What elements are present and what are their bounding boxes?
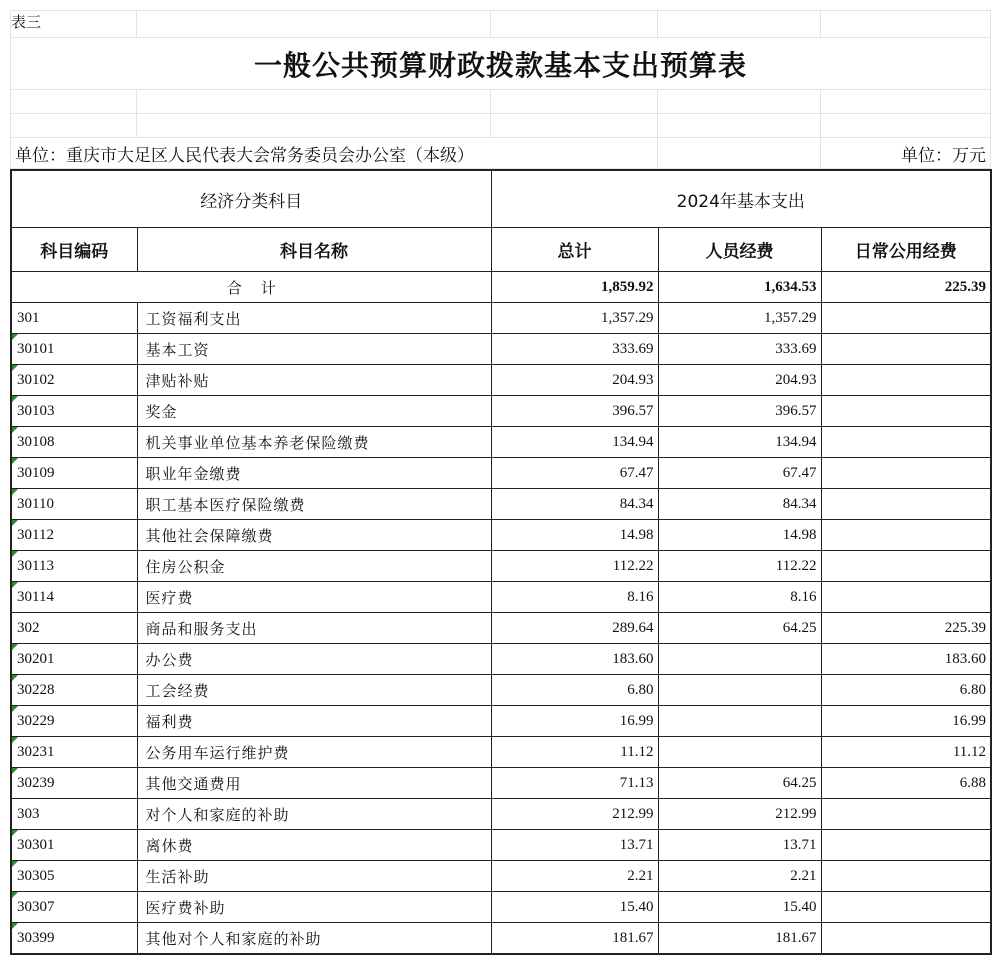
unit-organization: 单位：重庆市大足区人民代表大会常务委员会办公室（本级）	[11, 138, 658, 169]
row-public	[821, 582, 991, 613]
row-public	[821, 365, 991, 396]
header-code: 科目编码	[11, 228, 137, 272]
row-personnel: 396.57	[658, 396, 821, 427]
total-sum: 1,859.92	[491, 272, 658, 303]
table-row	[11, 365, 991, 396]
row-name: 基本工资	[137, 334, 491, 365]
row-total: 16.99	[491, 706, 658, 737]
header-econ-class: 经济分类科目	[11, 170, 491, 228]
row-public	[821, 520, 991, 551]
row-personnel	[658, 675, 821, 706]
row-code: 30229	[11, 706, 137, 737]
row-public	[821, 427, 991, 458]
table-row	[11, 582, 991, 613]
row-total: 67.47	[491, 458, 658, 489]
row-personnel: 14.98	[658, 520, 821, 551]
row-name: 福利费	[137, 706, 491, 737]
row-public	[821, 458, 991, 489]
row-name: 办公费	[137, 644, 491, 675]
table-row	[11, 520, 991, 551]
row-code: 30112	[11, 520, 137, 551]
header-total: 总计	[491, 228, 658, 272]
row-personnel: 112.22	[658, 551, 821, 582]
row-name: 职工基本医疗保险缴费	[137, 489, 491, 520]
row-personnel	[658, 737, 821, 768]
row-total: 11.12	[491, 737, 658, 768]
row-personnel: 333.69	[658, 334, 821, 365]
row-public: 16.99	[821, 706, 991, 737]
sheet-header-grid	[10, 10, 991, 169]
row-name: 商品和服务支出	[137, 613, 491, 644]
table-row	[11, 613, 991, 644]
row-personnel: 134.94	[658, 427, 821, 458]
row-public: 183.60	[821, 644, 991, 675]
row-public	[821, 303, 991, 334]
row-total: 1,357.29	[491, 303, 658, 334]
table-row	[11, 551, 991, 582]
row-personnel: 8.16	[658, 582, 821, 613]
row-personnel: 2.21	[658, 861, 821, 892]
table-row	[11, 830, 991, 861]
row-personnel: 204.93	[658, 365, 821, 396]
table-row	[11, 644, 991, 675]
row-total: 134.94	[491, 427, 658, 458]
header-personnel: 人员经费	[658, 228, 821, 272]
row-total: 183.60	[491, 644, 658, 675]
row-code: 30108	[11, 427, 137, 458]
row-code: 30305	[11, 861, 137, 892]
row-total: 181.67	[491, 923, 658, 955]
row-public	[821, 861, 991, 892]
row-name: 住房公积金	[137, 551, 491, 582]
table-row	[11, 737, 991, 768]
table-row	[11, 675, 991, 706]
table-row	[11, 303, 991, 334]
row-code: 30399	[11, 923, 137, 955]
total-row	[11, 272, 991, 303]
row-code: 30101	[11, 334, 137, 365]
row-total: 15.40	[491, 892, 658, 923]
row-name: 医疗费补助	[137, 892, 491, 923]
budget-sheet	[10, 10, 990, 955]
row-public	[821, 892, 991, 923]
row-total: 2.21	[491, 861, 658, 892]
budget-table	[10, 169, 992, 955]
row-total: 8.16	[491, 582, 658, 613]
header-public: 日常公用经费	[821, 228, 991, 272]
header-year-title: 2024年基本支出	[491, 170, 991, 228]
row-name: 医疗费	[137, 582, 491, 613]
row-public: 6.88	[821, 768, 991, 799]
table-row	[11, 489, 991, 520]
row-name: 其他社会保障缴费	[137, 520, 491, 551]
row-code: 30109	[11, 458, 137, 489]
row-personnel: 64.25	[658, 768, 821, 799]
table-row	[11, 892, 991, 923]
row-personnel: 13.71	[658, 830, 821, 861]
table-row	[11, 706, 991, 737]
row-total: 112.22	[491, 551, 658, 582]
row-total: 84.34	[491, 489, 658, 520]
table-row	[11, 861, 991, 892]
row-total: 212.99	[491, 799, 658, 830]
row-public: 225.39	[821, 613, 991, 644]
row-name: 奖金	[137, 396, 491, 427]
row-personnel: 15.40	[658, 892, 821, 923]
page-title: 一般公共预算财政拨款基本支出预算表	[11, 38, 991, 90]
row-public	[821, 830, 991, 861]
row-name: 职业年金缴费	[137, 458, 491, 489]
row-code: 30102	[11, 365, 137, 396]
row-code: 302	[11, 613, 137, 644]
row-code: 30110	[11, 489, 137, 520]
row-public	[821, 551, 991, 582]
row-name: 机关事业单位基本养老保险缴费	[137, 427, 491, 458]
row-public	[821, 489, 991, 520]
row-code: 30307	[11, 892, 137, 923]
row-personnel: 212.99	[658, 799, 821, 830]
row-public	[821, 923, 991, 955]
row-name: 其他交通费用	[137, 768, 491, 799]
row-name: 公务用车运行维护费	[137, 737, 491, 768]
row-public	[821, 396, 991, 427]
row-public	[821, 334, 991, 365]
header-row-1	[11, 170, 991, 228]
row-total: 333.69	[491, 334, 658, 365]
row-code: 30301	[11, 830, 137, 861]
table-row	[11, 396, 991, 427]
row-total: 13.71	[491, 830, 658, 861]
row-code: 30114	[11, 582, 137, 613]
row-name: 离休费	[137, 830, 491, 861]
table-row	[11, 923, 991, 955]
row-code: 303	[11, 799, 137, 830]
row-public	[821, 799, 991, 830]
row-name: 对个人和家庭的补助	[137, 799, 491, 830]
row-name: 生活补助	[137, 861, 491, 892]
total-label: 合 计	[11, 272, 491, 303]
total-public: 225.39	[821, 272, 991, 303]
unit-currency: 单位：万元	[821, 138, 991, 169]
row-code: 30201	[11, 644, 137, 675]
row-public: 11.12	[821, 737, 991, 768]
row-total: 289.64	[491, 613, 658, 644]
row-personnel	[658, 706, 821, 737]
row-total: 396.57	[491, 396, 658, 427]
row-name: 工会经费	[137, 675, 491, 706]
row-total: 204.93	[491, 365, 658, 396]
total-personnel: 1,634.53	[658, 272, 821, 303]
row-total: 71.13	[491, 768, 658, 799]
row-personnel: 1,357.29	[658, 303, 821, 334]
row-name: 工资福利支出	[137, 303, 491, 334]
row-code: 30113	[11, 551, 137, 582]
row-code: 30103	[11, 396, 137, 427]
table-row	[11, 458, 991, 489]
table-row	[11, 334, 991, 365]
header-name: 科目名称	[137, 228, 491, 272]
table-row	[11, 768, 991, 799]
row-public: 6.80	[821, 675, 991, 706]
table-row	[11, 427, 991, 458]
row-total: 14.98	[491, 520, 658, 551]
row-total: 6.80	[491, 675, 658, 706]
table-row	[11, 799, 991, 830]
row-code: 301	[11, 303, 137, 334]
table-label: 表三	[11, 11, 137, 38]
row-personnel: 84.34	[658, 489, 821, 520]
row-code: 30239	[11, 768, 137, 799]
header-row-2	[11, 228, 991, 272]
row-personnel: 67.47	[658, 458, 821, 489]
row-personnel: 64.25	[658, 613, 821, 644]
row-name: 津贴补贴	[137, 365, 491, 396]
row-personnel: 181.67	[658, 923, 821, 955]
row-code: 30231	[11, 737, 137, 768]
row-personnel	[658, 644, 821, 675]
row-code: 30228	[11, 675, 137, 706]
row-name: 其他对个人和家庭的补助	[137, 923, 491, 955]
